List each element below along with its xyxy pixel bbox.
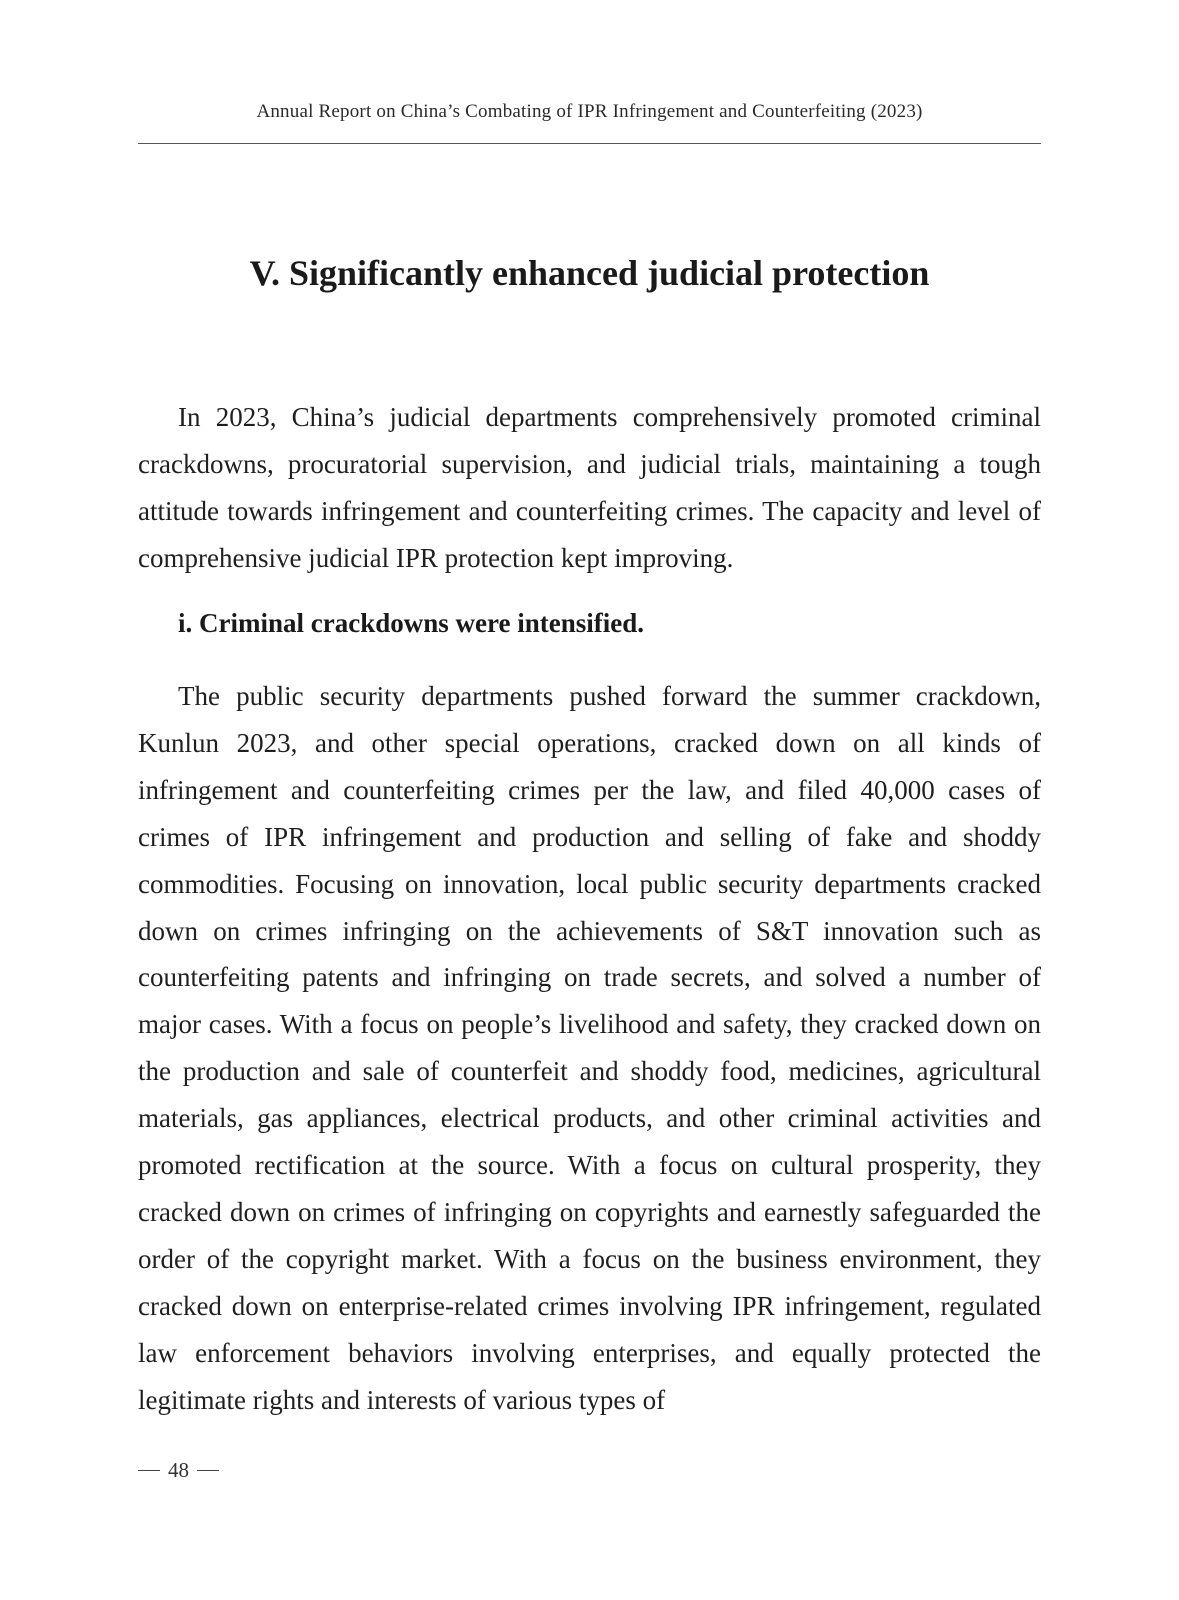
running-header: Annual Report on China’s Combating of IPR Infringement and Counterfeiting (2023) [256,101,923,122]
footer-dash-left [138,1470,160,1471]
page-footer [138,1458,219,1483]
section-title: V. Significantly enhanced judicial protection [249,253,930,293]
header-divider [138,143,1041,144]
criminal-crackdown-paragraph: The public security departments pushed forward the summer crackdown, Kunlun 2023, and other special operations, cracked down on all kinds of infringement and counterfeiting crimes per the law, and filed 40,000 cases of crimes of IPR infringement and production and selling of fake and shoddy commodities. Focusing on innovation, local public security departments cracked down on crimes infringing on the achievements of S&T innovation such as counterfeiting patents and infringing on trade secrets, and solved a number of major cases. With a focus on people’s livelihood and safety, they cracked down on the production and sale of counterfeit and shoddy food, medicines, agricultural materials, gas appliances, electrical products, and other criminal activities and promoted rectification at the source. With a focus on cultural prosperity, they cracked down on crimes of infringing on copyrights and earnestly safeguarded the order of the copyright market. With a focus on the business environment, they cracked down on enterprise-related crimes involving IPR infringement, regulated law enforcement behaviors involving enterprises, and equally protected the legitimate rights and interests of various types of [138,681,1041,1415]
footer-dash-right [197,1470,219,1471]
page-number: 48 [168,1458,189,1482]
subsection-heading: i. Criminal crackdowns were intensified. [178,608,644,638]
intro-paragraph: In 2023, China’s judicial departments comprehensively promoted criminal crackdowns, procuratorial supervision, and judicial trials, maintaining a tough attitude towards infringement and counterfeiting crimes. The capacity and level of comprehensive judicial IPR protection kept improving. [138,402,1041,573]
